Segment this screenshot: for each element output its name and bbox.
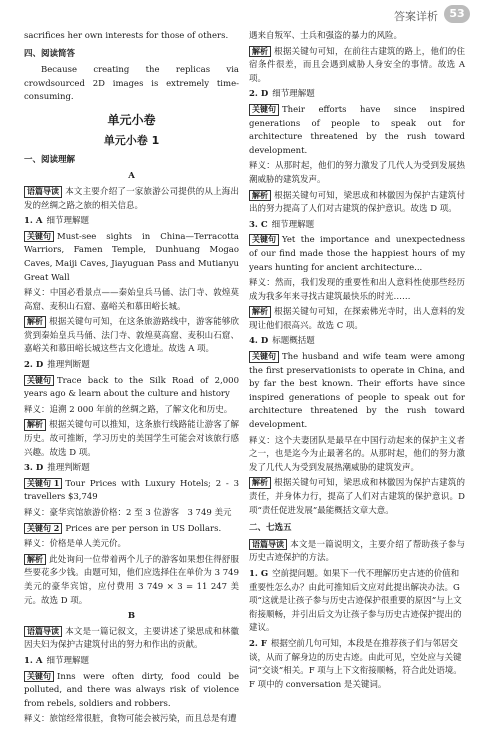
section-heading: 四、阅读简答 (24, 48, 76, 59)
paragraph (24, 30, 239, 44)
paragraph (24, 404, 239, 418)
question-item (249, 88, 465, 102)
tagged-paragraph (24, 671, 239, 712)
tag-label: 语篇导读 (249, 539, 287, 551)
question-type: 细节理解题 (271, 219, 315, 230)
paragraph-text: Must-see sights in China—Terracotta Warriors, Famen Temple, Dunhuang Mogao Caves, Maiji Caves, Jiayuguan Pass and Mutianyu Great Wall (24, 231, 239, 283)
tag-label: 关键句 (249, 104, 279, 116)
paragraph (249, 160, 465, 187)
question-type: 细节理解题 (46, 655, 89, 666)
paragraph-text: 遇来自叛军、士兵和强盗的暴力的风险。 (249, 31, 403, 41)
paragraph-text: 然而，我们发现的重要性和出人意料性使那些经历成为我多年来寻找古建筑最快乐的时光…… (249, 278, 465, 302)
tag-label: 关键句 1 (24, 478, 62, 490)
paragraph (249, 277, 465, 304)
question-item (249, 638, 465, 692)
tag-label: 语篇导读 (24, 626, 62, 638)
paragraph-text: 豪华宾馆旅游价格：2 至 3 位游客 3 749 美元 (49, 508, 232, 518)
question-type: 推理判断题 (47, 463, 90, 474)
section-heading: 一、阅读理解 (24, 154, 76, 165)
paragraph-text: 本文是一篇说明文，主要介绍了帮助孩子参与历史古迹保护的方法。 (249, 539, 465, 564)
paragraph-text: 根据关键句可知，在探索佛光寺时，出人意料的发现让他们很高兴。故选 C 项。 (249, 307, 465, 331)
question-answer: 1. G (249, 568, 269, 579)
question-item (24, 215, 239, 229)
question-item (249, 335, 465, 349)
tag-label: 解析 (249, 306, 271, 318)
question-item (249, 568, 465, 636)
paragraph-text: 从那时起，他们的努力激发了几代人为受到发展热潮威胁的建筑发声。 (249, 161, 465, 185)
paragraph (24, 713, 239, 727)
question-type: 细节理解题 (46, 216, 89, 227)
question-answer: 2. D (249, 89, 269, 100)
tagged-paragraph (24, 231, 239, 285)
question-answer: 2. F (249, 638, 267, 649)
paragraph-label: 释义： (24, 508, 50, 518)
tagged-paragraph (249, 104, 465, 158)
paragraph (24, 507, 239, 521)
paragraph-text: 中国必看景点——秦始皇兵马俑、法门寺、敦煌莫高窟、麦积山石窟、嘉峪关和慕田峪长城。 (24, 288, 239, 312)
tagged-paragraph (24, 375, 239, 402)
paragraph-text: 根据关键句可知，梁思成和林徽因为保护古建筑付出的努力提高了人们对古建筑的保护意识。故选 D 项。 (249, 190, 465, 215)
tagged-paragraph (24, 186, 239, 213)
paragraph-text: Tour Prices with Luxury Hotels; 2 - 3 travellers $3,749 (24, 478, 239, 503)
tag-label: 关键句 (249, 351, 279, 363)
tagged-paragraph (24, 316, 239, 357)
paragraph-text: 价格是单人美元价。 (49, 539, 127, 550)
page-header (0, 0, 480, 30)
tagged-paragraph (24, 478, 239, 505)
passage-letter: A (128, 171, 135, 182)
tag-label: 关键句 (24, 231, 54, 243)
paragraph-label: 释义： (24, 539, 50, 550)
tag-label: 解析 (249, 477, 271, 489)
tag-label: 解析 (24, 316, 46, 328)
paragraph-text: Trace back to the Silk Road of 2,000 years ago & learn about the culture and history (24, 375, 239, 400)
tag-label: 语篇导读 (24, 186, 62, 198)
tagged-paragraph (24, 554, 239, 608)
paragraph-text: 本文是一篇记叙文，主要讲述了梁思成和林徽因夫妇为保护古建筑付出的努力和作出的贡献。 (24, 626, 239, 651)
question-answer: 3. C (249, 219, 268, 230)
paragraph-text: 这个夫妻团队是最早在中国行动起来的保护主义者之一，也是迄今为止最著名的。从那时起，他们的努力激发了几代人为受到发展热潮威胁的建筑发声。 (249, 435, 465, 473)
tag-label: 解析 (249, 190, 271, 202)
tag-label: 解析 (249, 46, 271, 58)
question-answer: 1. A (24, 655, 43, 666)
tagged-paragraph (24, 419, 239, 460)
paragraph-text: 根据关键句可知，在这条旅游路线中，游客能够欣赏到秦始皇兵马俑、法门寺、敦煌莫高窟、麦积山石窟、嘉峪关和慕田峪长城这些古文化遗址。故选 A 项。 (24, 317, 239, 355)
tagged-paragraph (249, 190, 465, 217)
paragraph-text: Yet the importance and unexpectedness of our find made those the happiest hours of my years hunting for ancient architecture... (249, 235, 465, 273)
question-answer: 2. D (24, 360, 44, 371)
paragraph-label: 释义： (249, 278, 275, 289)
unit-subtitle: 单元小卷 1 (103, 134, 160, 148)
paragraph-label: 释义： (24, 288, 50, 299)
tag-label: 解析 (24, 554, 46, 566)
paragraph (24, 287, 239, 314)
tagged-paragraph (24, 626, 239, 653)
paragraph-text: 根据关键句可知，梁思成和林徽因为保护古建筑的责任，并身体力行，提高了人们对古建筑的保护意识。D 项“责任促进发展”最能概括文章大意。 (249, 478, 465, 516)
tag-label: 关键句 (249, 234, 279, 246)
tagged-paragraph (249, 306, 465, 333)
paragraph-text: Inns were often dirty, food could be polluted, and there was always risk of violence from rebels, soldiers and robbers. (24, 671, 239, 709)
paragraph-label: 释义： (249, 435, 275, 446)
question-type: 空前提问题。如果下一代不理解历史古迹的价值和重要性怎么办？由此可推知后文应对此提出解决办法。G 项“这就是让孩子参与历史古迹保护很重要的原因”与上文衔接顺畅，并引出后文为让孩子参与历史古迹保护提出的建议。 (249, 568, 462, 634)
page-number-badge: 53 (444, 5, 470, 23)
question-item (24, 359, 239, 373)
paragraph-text: Because creating the replicas via crowdsourced 2D images is extremely time-consuming. (24, 65, 239, 103)
paragraph (249, 435, 465, 476)
question-type: 标题概括题 (272, 336, 315, 347)
tagged-paragraph (249, 351, 465, 433)
paragraph-text: 根据关键句可以推知，这条旅行线路能让游客了解历史。故可推断，学习历史的美国学生可能会对该旅行感兴趣。故选 D 项。 (24, 420, 239, 458)
paragraph (24, 64, 239, 105)
question-answer: 4. D (249, 336, 269, 347)
paragraph-text: 根据关键句可知，在前往古建筑的路上，他们的住宿条件很差，而且会遇到威胁人身安全的事情。故选 A 项。 (249, 46, 465, 84)
paragraph-text: Prices are per person in US Dollars. (65, 523, 222, 534)
paragraph-text: 本文主要介绍了一家旅游公司提供的从上海出发的丝绸之路之旅的相关信息。 (24, 186, 239, 211)
paragraph-text: 此处询问一位带着两个儿子的游客如果想住得舒服些要花多少钱。由题可知，他们应选择住在单价为 3 749 美元的豪华宾馆，应付费用 3 749 × 3 = 11 247 美元。故选 D 项。 (24, 554, 239, 606)
left-column (24, 30, 239, 729)
paragraph-text: Their efforts have since inspired generations of people to speak out for architecture threatened by the rush toward development. (249, 104, 465, 156)
tagged-paragraph (24, 523, 239, 537)
tagged-paragraph (249, 477, 465, 518)
question-answer: 1. A (24, 216, 43, 227)
question-type: 细节理解题 (272, 89, 315, 100)
paragraph-label: 释义： (24, 714, 50, 725)
section-heading: 二、七选五 (249, 523, 292, 534)
question-item (249, 219, 465, 233)
tagged-paragraph (249, 539, 465, 566)
tag-label: 关键句 2 (24, 523, 62, 535)
question-item (24, 655, 239, 669)
tag-label: 关键句 (24, 375, 54, 387)
paragraph (24, 538, 239, 552)
paragraph-text: 追溯 2 000 年前的丝绸之路，了解文化和历史。 (49, 404, 233, 415)
tagged-paragraph (249, 46, 465, 87)
paragraph-text: sacrifices her own interests for those of others. (24, 31, 229, 41)
unit-title: 单元小卷 (107, 112, 156, 127)
right-column (249, 30, 465, 694)
question-answer: 3. D (24, 463, 44, 474)
question-item (24, 462, 239, 476)
paragraph-label: 释义： (249, 161, 275, 172)
paragraph-text: 旅馆经常很脏，食物可能会被污染，而且总是有遭 (49, 714, 237, 725)
header-title: 答案详析 (394, 10, 438, 23)
paragraph-text: The husband and wife team were among the first preservationists to operate in China, and by far the best known. Their efforts have since inspired generations of people to speak out for architecture threatened by the rush toward development. (249, 352, 465, 431)
tag-label: 解析 (24, 419, 46, 431)
question-type: 根据空前几句可知，本段是在推荐孩子们与邻居交谈，从而了解身边的历史古迹。由此可见，空处应与关键词“交谈”相关。F 项与上下文衔接顺畅，符合此处语境。F 项中的 conversation 是关键词。 (249, 638, 462, 690)
tag-label: 关键句 (24, 671, 54, 683)
tagged-paragraph (249, 234, 465, 275)
passage-letter: B (127, 611, 136, 622)
question-type: 推理判断题 (47, 360, 90, 371)
paragraph (249, 30, 465, 44)
paragraph-label: 释义： (24, 404, 50, 415)
